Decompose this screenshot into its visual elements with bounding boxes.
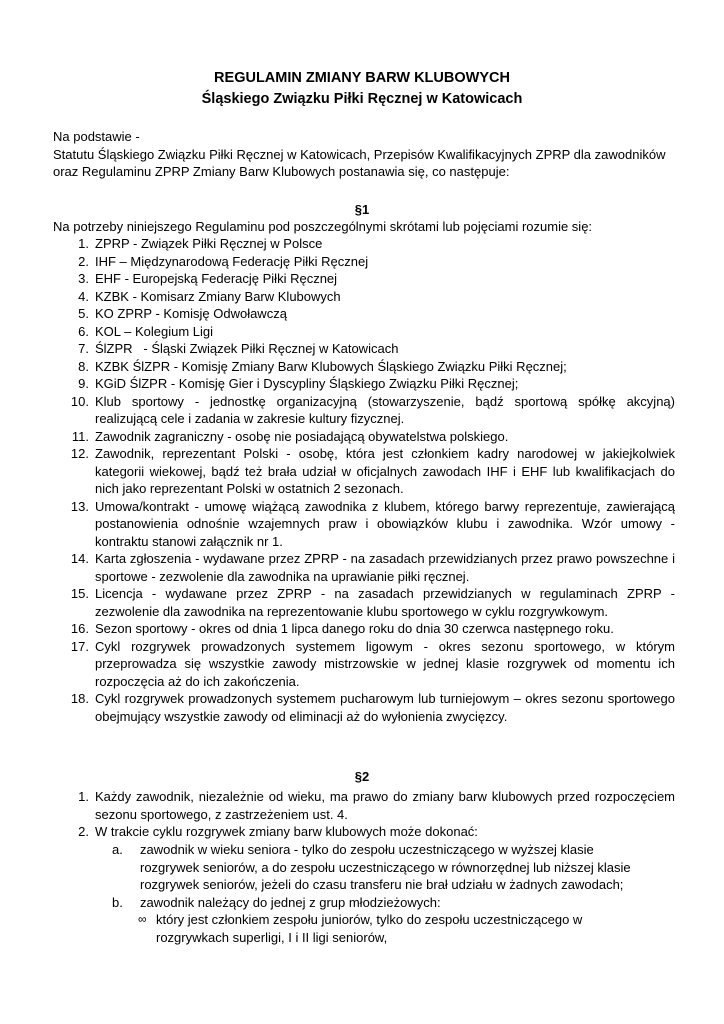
list-item xyxy=(53,340,675,358)
section-2-bullet-list xyxy=(138,911,632,946)
list-item xyxy=(53,585,675,620)
item-number: 11. xyxy=(71,428,89,444)
list-item xyxy=(112,894,632,912)
item-text: Sezon sportowy - okres od dnia 1 lipca danego roku do dnia 30 czerwca następnego roku. xyxy=(95,621,614,636)
section-2-heading: §2 xyxy=(354,769,370,784)
list-item xyxy=(53,253,675,271)
item-number: 18. xyxy=(70,691,89,706)
item-text: Zawodnik zagraniczny - osobę nie posiadającą obywatelstwa polskiego. xyxy=(95,428,509,444)
list-item xyxy=(112,841,632,894)
item-letter: b. xyxy=(112,894,123,910)
intro-line: Na podstawie - xyxy=(53,129,140,144)
list-item xyxy=(53,498,675,551)
list-item xyxy=(53,270,675,288)
item-number: 9. xyxy=(78,376,89,391)
list-item xyxy=(53,393,675,428)
item-text: KZBK ŚlZPR - Komisję Zmiany Barw Klubowych Śląskiego Związku Piłki Ręcznej; xyxy=(95,358,567,374)
item-text: KZBK - Komisarz Zmiany Barw Klubowych xyxy=(95,288,341,304)
list-item xyxy=(53,428,675,446)
section-2-list xyxy=(53,788,675,841)
section-1-heading: §1 xyxy=(354,202,370,217)
list-item xyxy=(53,358,675,376)
item-number: 17. xyxy=(70,638,89,654)
intro-line: oraz Regulaminu ZPRP Zmiany Barw Klubowych postanawia się, co następuje: xyxy=(53,164,510,179)
item-number: 5. xyxy=(78,306,89,321)
item-number: 12. xyxy=(70,446,89,461)
list-item xyxy=(53,288,675,306)
item-text: KO ZPRP - Komisję Odwoławczą xyxy=(95,306,287,321)
item-number: 8. xyxy=(78,358,89,374)
item-number: 7. xyxy=(78,341,89,356)
item-number: 1. xyxy=(78,789,89,804)
item-number: 4. xyxy=(78,288,89,304)
section-2-sublist xyxy=(112,841,632,911)
list-item xyxy=(53,445,675,498)
item-text: W trakcie cyklu rozgrywek zmiany barw klubowych może dokonać: xyxy=(95,824,478,839)
item-number: 16. xyxy=(70,621,89,636)
infinity-bullet-icon: ∞ xyxy=(138,912,147,926)
list-item xyxy=(53,305,675,323)
list-item xyxy=(53,550,675,585)
item-text: zawodnik należący do jednej z grup młodzieżowych: xyxy=(140,894,441,910)
item-text: Cykl rozgrywek prowadzonych systemem ligowym - okres sezonu sportowego, w którym przeprowadza się wszystkie zawody mistrzowskie w jednej klasie rozgrywek od momentu ich rozpoczęcia aż do ich zakończenia. xyxy=(95,638,675,689)
list-item xyxy=(138,911,632,946)
item-number: 6. xyxy=(78,323,89,339)
list-item xyxy=(53,620,675,638)
item-text: który jest członkiem zespołu juniorów, tylko do zespołu uczestniczącego w rozgrywkach superligi, I i II ligi seniorów, xyxy=(156,912,583,945)
section-1-lead: Na potrzeby niniejszego Regulaminu pod poszczególnymi skrótami lub pojęciami rozumie się: xyxy=(53,219,593,234)
list-item xyxy=(53,323,675,341)
definitions-list xyxy=(53,235,675,725)
item-number: 10. xyxy=(70,393,89,409)
item-text: EHF - Europejską Federację Piłki Ręcznej xyxy=(95,271,338,286)
item-text: ZPRP - Związek Piłki Ręcznej w Polsce xyxy=(95,236,323,251)
item-text: Licencja - wydawane przez ZPRP - na zasadach przewidzianych w regulaminach ZPRP - zezwolenie dla zawodnika na reprezentowanie klubu sportowego w cyklu rozgrywkowym. xyxy=(95,586,675,619)
item-text: zawodnik w wieku seniora - tylko do zespołu uczestniczącego w wyższej klasie rozgrywek seniorów, a do zespołu uczestniczącego w równorzędnej lub niższej klasie rozgrywek seniorów, jeżeli do czasu transferu nie brał udziału w żadnych zawodach; xyxy=(140,842,631,892)
item-number: 2. xyxy=(78,253,89,269)
item-text: IHF – Międzynarodową Federację Piłki Ręcznej xyxy=(95,253,369,269)
item-text: KGiD ŚlZPR - Komisję Gier i Dyscypliny Śląskiego Związku Piłki Ręcznej; xyxy=(95,376,519,391)
item-text: KOL – Kolegium Ligi xyxy=(95,323,214,339)
list-item xyxy=(53,788,675,823)
item-number: 15. xyxy=(70,586,89,601)
item-text: Karta zgłoszenia - wydawane przez ZPRP - na zasadach przewidzianych przez prawo powszechne i sportowe - zezwolenie dla zawodnika na uprawianie piłki ręcznej. xyxy=(95,551,675,584)
item-text: Umowa/kontrakt - umowę wiążącą zawodnika z klubem, którego barwy reprezentuje, zawierającą postanowienia odnośnie wzajemnych praw i obowiązków klubu i zawodnika. Wzór umowy - kontraktu stanowi załącznik nr 1. xyxy=(95,498,675,549)
item-number: 14. xyxy=(70,551,89,566)
item-number: 1. xyxy=(78,236,89,251)
list-item xyxy=(53,823,675,841)
item-number: 13. xyxy=(70,498,89,514)
document-subtitle: Śląskiego Związku Piłki Ręcznej w Katowicach xyxy=(201,91,523,107)
item-text: Zawodnik, reprezentant Polski - osobę, która jest członkiem kadry narodowej w jakiejkolwiek kategorii wiekowej, bądź też brała udział w oficjalnych zawodach IHF i EHF lub kwalifikacjach do nich jako reprezentant Polski w ostatnich 2 sezonach. xyxy=(95,446,675,496)
list-item xyxy=(53,235,675,253)
list-item xyxy=(53,690,675,725)
list-item xyxy=(53,638,675,691)
item-number: 2. xyxy=(78,824,89,839)
list-item xyxy=(53,375,675,393)
item-text: ŚlZPR - Śląski Związek Piłki Ręcznej w Katowicach xyxy=(95,341,399,356)
item-text: Każdy zawodnik, niezależnie od wieku, ma prawo do zmiany barw klubowych przed rozpoczęciem sezonu sportowego, z zastrzeżeniem ust. 4. xyxy=(95,789,675,822)
item-text: Cykl rozgrywek prowadzonych systemem pucharowym lub turniejowym – okres sezonu sportowego obejmujący wszystkie zawody od eliminacji aż do wyłonienia zwycięzcy. xyxy=(95,691,675,724)
intro-block xyxy=(53,128,675,181)
intro-line: Statutu Śląskiego Związku Piłki Ręcznej w Katowicach, Przepisów Kwalifikacyjnych ZPRP dla zawodników xyxy=(53,146,666,162)
item-number: 3. xyxy=(78,271,89,286)
item-letter: a. xyxy=(112,842,123,857)
document-title: REGULAMIN ZMIANY BARW KLUBOWYCH xyxy=(214,70,510,86)
item-text: Klub sportowy - jednostkę organizacyjną (stowarzyszenie, bądź sportową spółkę akcyjną) realizującą cele i zadania w zakresie kultury fizycznej. xyxy=(95,393,675,426)
